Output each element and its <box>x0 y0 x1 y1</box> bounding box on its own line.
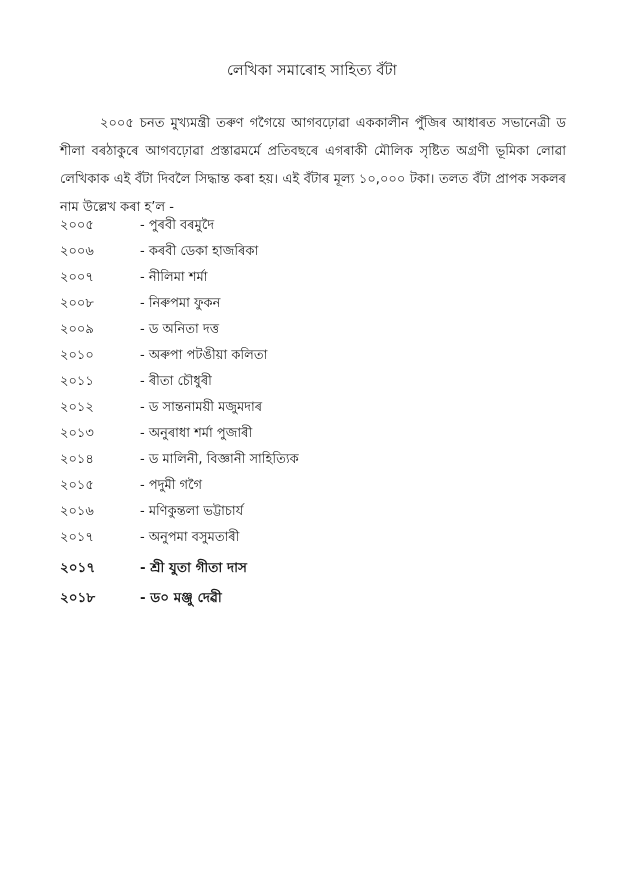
award-row <box>60 499 560 525</box>
award-recipient: - কৰবী ডেকা হাজৰিকা <box>140 244 259 259</box>
award-row <box>60 583 560 613</box>
award-year: ২০০৫ <box>60 218 94 233</box>
award-row <box>60 291 560 317</box>
award-recipient: - ৰীতা চৌধুৰী <box>140 374 212 389</box>
award-year: ২০০৮ <box>60 296 94 311</box>
award-row <box>60 343 560 369</box>
award-row <box>60 265 560 291</box>
award-recipient: - নিৰুপমা ফুকন <box>140 296 221 311</box>
award-year: ২০১৭ <box>60 530 94 545</box>
award-year: ২০১০ <box>60 348 94 363</box>
award-recipient: - নীলিমা শৰ্মা <box>140 270 208 285</box>
award-recipient: - পুৰবী বৰমুদৈ <box>140 218 215 233</box>
award-recipient: - ড সান্তনাময়ী মজুমদাৰ <box>140 400 263 415</box>
award-recipients-list <box>60 213 560 613</box>
award-row <box>60 239 560 265</box>
award-recipient: - ড মালিনী, বিজ্ঞানী সাহিত্যিক <box>140 452 299 467</box>
award-recipient: - ড অনিতা দত্ত <box>140 322 220 337</box>
award-year: ২০০৯ <box>60 322 94 337</box>
award-year: ২০১২ <box>60 400 94 415</box>
award-year: ২০১৪ <box>60 452 94 467</box>
award-recipient: - অৰুপা পটঙীয়া কলিতা <box>140 348 268 363</box>
award-row <box>60 369 560 395</box>
award-row <box>60 553 560 583</box>
award-recipient: - অনুৰাধা শৰ্মা পুজাৰী <box>140 426 253 441</box>
award-year: ২০১৬ <box>60 504 94 519</box>
award-row <box>60 525 560 551</box>
award-recipient: - শ্ৰী যুতা গীতা দাস <box>140 560 247 576</box>
award-year: ২০১৫ <box>60 478 94 493</box>
document-title: লেখিকা সমাৰোহ সাহিত্য বঁটা <box>227 63 397 79</box>
award-recipient: - মণিকুন্তলা ভট্টাচাৰ্য <box>140 504 244 519</box>
award-row <box>60 447 560 473</box>
award-year: ২০১৭ <box>60 560 96 576</box>
award-recipient: - পদুমী গগৈ <box>140 478 203 493</box>
award-row <box>60 395 560 421</box>
award-row <box>60 421 560 447</box>
award-row <box>60 473 560 499</box>
award-recipient: - ড০ মঞ্জু দেৱী <box>140 590 222 606</box>
award-year: ২০১৩ <box>60 426 94 441</box>
award-recipient: - অনুপমা বসুমতাৰী <box>140 530 240 545</box>
award-row <box>60 213 560 239</box>
award-row <box>60 317 560 343</box>
award-year: ২০১৮ <box>60 590 96 606</box>
award-year: ২০০৬ <box>60 244 94 259</box>
award-year: ২০১১ <box>60 374 94 389</box>
intro-paragraph: ২০০৫ চনত মুখ্যমন্ত্ৰী তৰুণ গগৈয়ে আগবঢ়োৱা এককালীন পুঁজিৰ আধাৰত সভানেত্ৰী ড শীলা বৰঠাকুৰে আগবঢ়োৱা প্ৰস্তাৱমৰ্মে প্ৰতিবছৰে এগৰাকী মৌলিক সৃষ্টিত অগ্ৰণী ভূমিকা লোৱা লেখিকাক এই বঁটা দিবলৈ সিদ্ধান্ত কৰা হয়। এই বঁটাৰ মূল্য ১০,০০০ টকা। তলত বঁটা প্ৰাপক সকলৰ নাম উল্লেখ কৰা হ’ল - <box>60 116 566 215</box>
award-year: ২০০৭ <box>60 270 94 285</box>
